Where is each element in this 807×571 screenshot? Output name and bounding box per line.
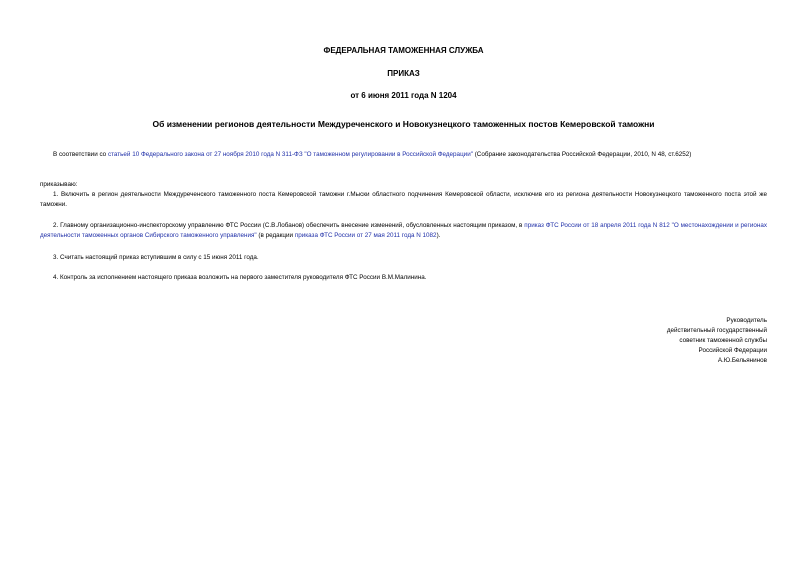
preamble-text-after: (Собрание законодательства Российской Федерации, 2010, N 48, ст.6252)	[472, 151, 692, 158]
item2-text-middle: (в редакции	[256, 232, 295, 239]
signature-rank-2: советник таможенной службы	[679, 337, 767, 344]
preamble-paragraph	[40, 150, 767, 160]
agency-name: ФЕДЕРАЛЬНАЯ ТАМОЖЕННАЯ СЛУЖБА	[323, 46, 484, 55]
signature-position: Руководитель	[726, 317, 767, 324]
order-item-2	[40, 221, 767, 241]
order-word: приказываю:	[40, 181, 78, 188]
signature-name: А.Ю.Бельянинов	[717, 357, 767, 364]
preamble-text-before: В соответствии со	[53, 151, 108, 158]
order-item-4: 4. Контроль за исполнением настоящего приказа возложить на первого заместителя руководителя ФТС России В.М.Малинина.	[53, 274, 427, 281]
order-item-1: 1. Включить в регион деятельности Междуреченского таможенного поста Кемеровской таможни г.Мыски областного подчинения Кемеровской области, исключив его из региона деятельности Новокузнецкого таможенного поста этой же таможни.	[40, 191, 767, 208]
order-812-link[interactable]: приказ ФТС России от 18 апреля 2011 года N 812 "О местонахождении и регионах деятельности таможенных органов Сибирского таможенного управления"	[40, 222, 767, 239]
signature-rank-3: Российской Федерации	[698, 347, 767, 354]
item2-text-before: 2. Главному организационно-инспекторскому управлению ФТС России (С.В.Лобанов) обеспечить внесение изменений, обусловленных настоящим приказом, в	[53, 222, 525, 229]
law-article-link[interactable]: статьей 10 Федерального закона от 27 ноября 2010 года N 311-ФЗ "О таможенном регулировании в Российской Федерации"	[107, 151, 473, 158]
item2-text-after: ).	[436, 232, 441, 239]
order-1082-link[interactable]: приказа ФТС России от 27 мая 2011 года N 1082	[294, 232, 437, 239]
document-title: Об изменении регионов деятельности Междуреченского и Новокузнецкого таможенных постов Кемеровской таможни	[152, 119, 655, 129]
order-item-3: 3. Считать настоящий приказ вступившим в силу с 15 июня 2011 года.	[53, 254, 259, 261]
document-date-number: от 6 июня 2011 года N 1204	[350, 91, 457, 100]
signature-block	[567, 316, 767, 366]
document-type: ПРИКАЗ	[387, 69, 420, 78]
signature-rank-1: действительный государственный	[666, 327, 767, 334]
